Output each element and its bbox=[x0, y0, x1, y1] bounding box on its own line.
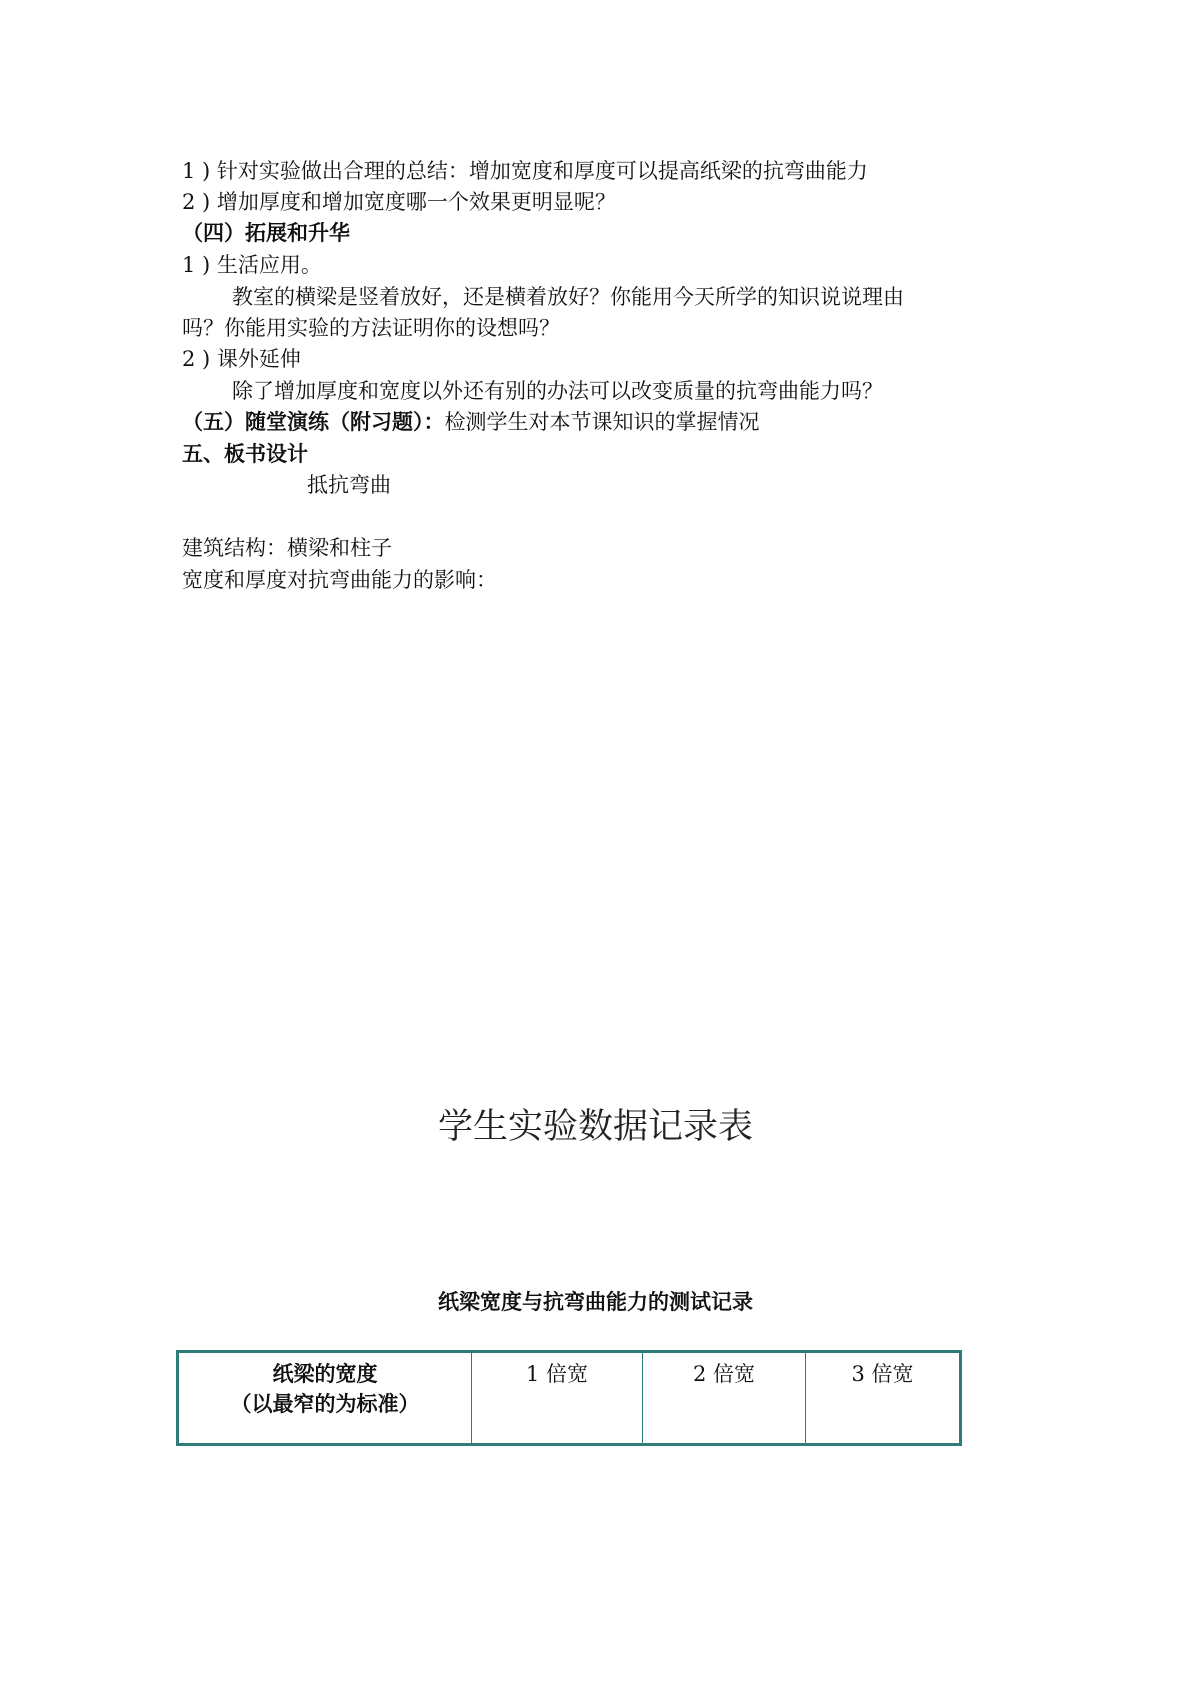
summary-line-1: 1 ) 针对实验做出合理的总结：增加宽度和厚度可以提高纸梁的抗弯曲能力 bbox=[182, 159, 868, 183]
board-structure-line: 建筑结构：横梁和柱子 bbox=[182, 536, 392, 560]
column-1x-width: 1 倍宽 bbox=[472, 1352, 643, 1445]
item-life-application: 1 ) 生活应用。 bbox=[182, 253, 322, 277]
width-header-cell bbox=[178, 1352, 472, 1445]
board-influence-line: 宽度和厚度对抗弯曲能力的影响： bbox=[182, 568, 497, 592]
section-heading-practice-row bbox=[182, 407, 760, 437]
section-heading-practice: （五）随堂演练（附习题）： bbox=[182, 410, 445, 434]
record-table bbox=[176, 1350, 962, 1446]
width-header-line1: 纸梁的宽度 bbox=[272, 1362, 378, 1386]
section-heading-board-design: 五、板书设计 bbox=[182, 442, 308, 466]
section-heading-extension: （四）拓展和升华 bbox=[182, 221, 350, 245]
column-2x-width: 2 倍宽 bbox=[643, 1352, 806, 1445]
paragraph-other-methods: 除了增加厚度和宽度以外还有别的办法可以改变质量的抗弯曲能力吗？ bbox=[232, 379, 883, 403]
board-title: 抵抗弯曲 bbox=[307, 473, 391, 497]
record-title: 学生实验数据记录表 bbox=[437, 1107, 753, 1147]
table-row bbox=[178, 1352, 961, 1445]
summary-line-2: 2 ) 增加厚度和增加宽度哪一个效果更明显呢？ bbox=[182, 190, 616, 214]
paragraph-beam-question-1: 教室的横梁是竖着放好，还是横着放好？你能用今天所学的知识说说理由 bbox=[232, 285, 904, 309]
item-extracurricular: 2 ) 课外延伸 bbox=[182, 347, 301, 371]
width-header-line2: （以最窄的为标准） bbox=[230, 1392, 420, 1416]
column-3x-width: 3 倍宽 bbox=[806, 1352, 961, 1445]
table-title: 纸梁宽度与抗弯曲能力的测试记录 bbox=[438, 1290, 753, 1314]
paragraph-beam-question-2: 吗？你能用实验的方法证明你的设想吗？ bbox=[182, 316, 560, 340]
practice-description: 检测学生对本节课知识的掌握情况 bbox=[444, 410, 760, 434]
